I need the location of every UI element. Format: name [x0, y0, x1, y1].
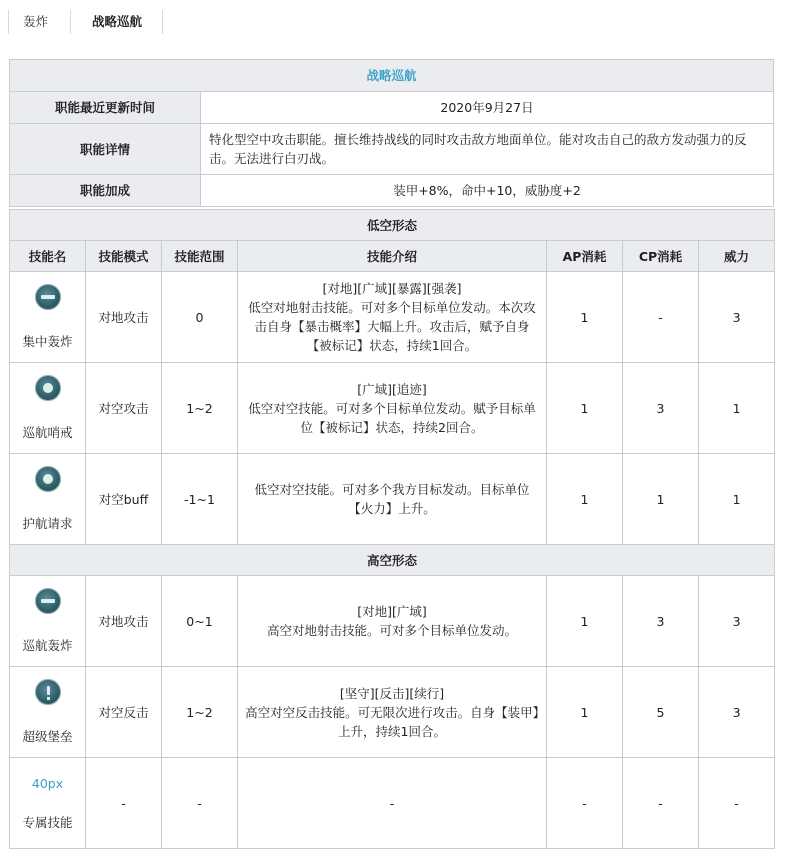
power: 1 — [699, 454, 775, 545]
cp-cost: - — [623, 758, 699, 849]
skill-range: 0~1 — [162, 576, 238, 667]
col-skill-range: 技能范围 — [162, 241, 238, 272]
power: 3 — [699, 272, 775, 363]
skill-name: 巡航哨戒 — [22, 424, 73, 440]
compass-icon[interactable] — [35, 375, 61, 401]
skill-range: - — [162, 758, 238, 849]
table-row — [10, 272, 775, 363]
skill-mode: 对地攻击 — [86, 576, 162, 667]
cp-cost: 3 — [623, 576, 699, 667]
skill-desc — [238, 667, 547, 758]
power: 1 — [699, 363, 775, 454]
star-icon[interactable] — [35, 466, 61, 492]
ap-cost: - — [547, 758, 623, 849]
skill-desc-text: 高空对空反击技能。可无限次进行攻击。自身【装甲】上升，持续1回合。 — [245, 704, 539, 739]
skill-mode: 对空攻击 — [86, 363, 162, 454]
update-time-label: 职能最近更新时间 — [10, 92, 201, 124]
role-info-table — [9, 59, 774, 207]
ap-cost: 1 — [547, 363, 623, 454]
cp-cost: - — [623, 272, 699, 363]
skill-mode: 对空buff — [86, 454, 162, 545]
power: 3 — [699, 667, 775, 758]
role-title: 战略巡航 — [10, 60, 774, 92]
col-skill-name: 技能名 — [10, 241, 86, 272]
bomb-icon[interactable] — [35, 588, 61, 614]
cp-cost: 5 — [623, 667, 699, 758]
alert-icon[interactable] — [35, 679, 61, 705]
skill-name: 巡航轰炸 — [22, 637, 73, 653]
role-detail-value: 特化型空中攻击职能。擅长维持战线的同时攻击敌方地面单位。能对攻击自己的敌方发动强力的反击。无法进行白刃战。 — [201, 124, 774, 175]
skill-desc — [238, 576, 547, 667]
skill-name: 护航请求 — [22, 515, 73, 531]
update-time-value: 2020年9月27日 — [201, 92, 774, 124]
skill-tags: [广域][追迹] — [357, 381, 427, 397]
skill-desc-text: 低空对空技能。可对多个目标单位发动。赋予目标单位【被标记】状态，持续2回合。 — [248, 400, 536, 435]
skill-mode: - — [86, 758, 162, 849]
low-form-title: 低空形态 — [10, 210, 775, 241]
skill-desc — [238, 363, 547, 454]
skill-range: 1~2 — [162, 363, 238, 454]
ap-cost: 1 — [547, 667, 623, 758]
skill-range: 1~2 — [162, 667, 238, 758]
ap-cost: 1 — [547, 576, 623, 667]
power: 3 — [699, 576, 775, 667]
tab-strategic-cruise[interactable]: 战略巡航 — [71, 10, 163, 34]
role-bonus-label: 职能加成 — [10, 175, 201, 207]
bomb-icon[interactable] — [35, 284, 61, 310]
skill-tags: [对地][广域][暴露][强袭] — [322, 281, 462, 296]
power: - — [699, 758, 775, 849]
role-detail-label: 职能详情 — [10, 124, 201, 175]
col-skill-mode: 技能模式 — [86, 241, 162, 272]
skill-desc-text: 高空对地射击技能。可对多个目标单位发动。 — [266, 623, 517, 638]
table-row — [10, 363, 775, 454]
cp-cost: 3 — [623, 363, 699, 454]
skill-tags: [坚守][反击][续行] — [339, 685, 445, 701]
skill-range: -1~1 — [162, 454, 238, 545]
skill-desc: - — [238, 758, 547, 849]
skill-name: 超级堡垒 — [22, 728, 73, 744]
table-row — [10, 576, 775, 667]
col-power: 威力 — [699, 241, 775, 272]
cp-cost: 1 — [623, 454, 699, 545]
skills-table — [9, 209, 775, 849]
skill-desc-text: 低空对地射击技能。可对多个目标单位发动。本次攻击自身【暴击概率】大幅上升。攻击后，赋予自身【被标记】状态，持续1回合。 — [248, 300, 536, 353]
col-skill-desc: 技能介绍 — [238, 241, 547, 272]
col-ap-cost: AP消耗 — [547, 241, 623, 272]
col-cp-cost: CP消耗 — [623, 241, 699, 272]
ap-cost: 1 — [547, 272, 623, 363]
skill-name: 专属技能 — [22, 815, 73, 830]
tab-bar — [8, 10, 163, 34]
ap-cost: 1 — [547, 454, 623, 545]
skill-name: 集中轰炸 — [22, 333, 73, 349]
skill-range: 0 — [162, 272, 238, 363]
skill-desc — [238, 272, 547, 363]
skill-desc — [238, 454, 547, 545]
broken-image-link[interactable]: 40px — [31, 776, 64, 791]
skill-mode: 对地攻击 — [86, 272, 162, 363]
tab-bombing[interactable]: 轰炸 — [8, 10, 71, 34]
high-form-title: 高空形态 — [10, 545, 775, 576]
table-row — [10, 758, 775, 849]
table-row — [10, 454, 775, 545]
role-bonus-value: 装甲+8%，命中+10，威胁度+2 — [201, 175, 774, 207]
table-row — [10, 667, 775, 758]
skill-tags: [对地][广域] — [357, 604, 427, 619]
skill-mode: 对空反击 — [86, 667, 162, 758]
skill-desc-text: 低空对空技能。可对多个我方目标发动。目标单位【火力】上升。 — [254, 482, 530, 516]
